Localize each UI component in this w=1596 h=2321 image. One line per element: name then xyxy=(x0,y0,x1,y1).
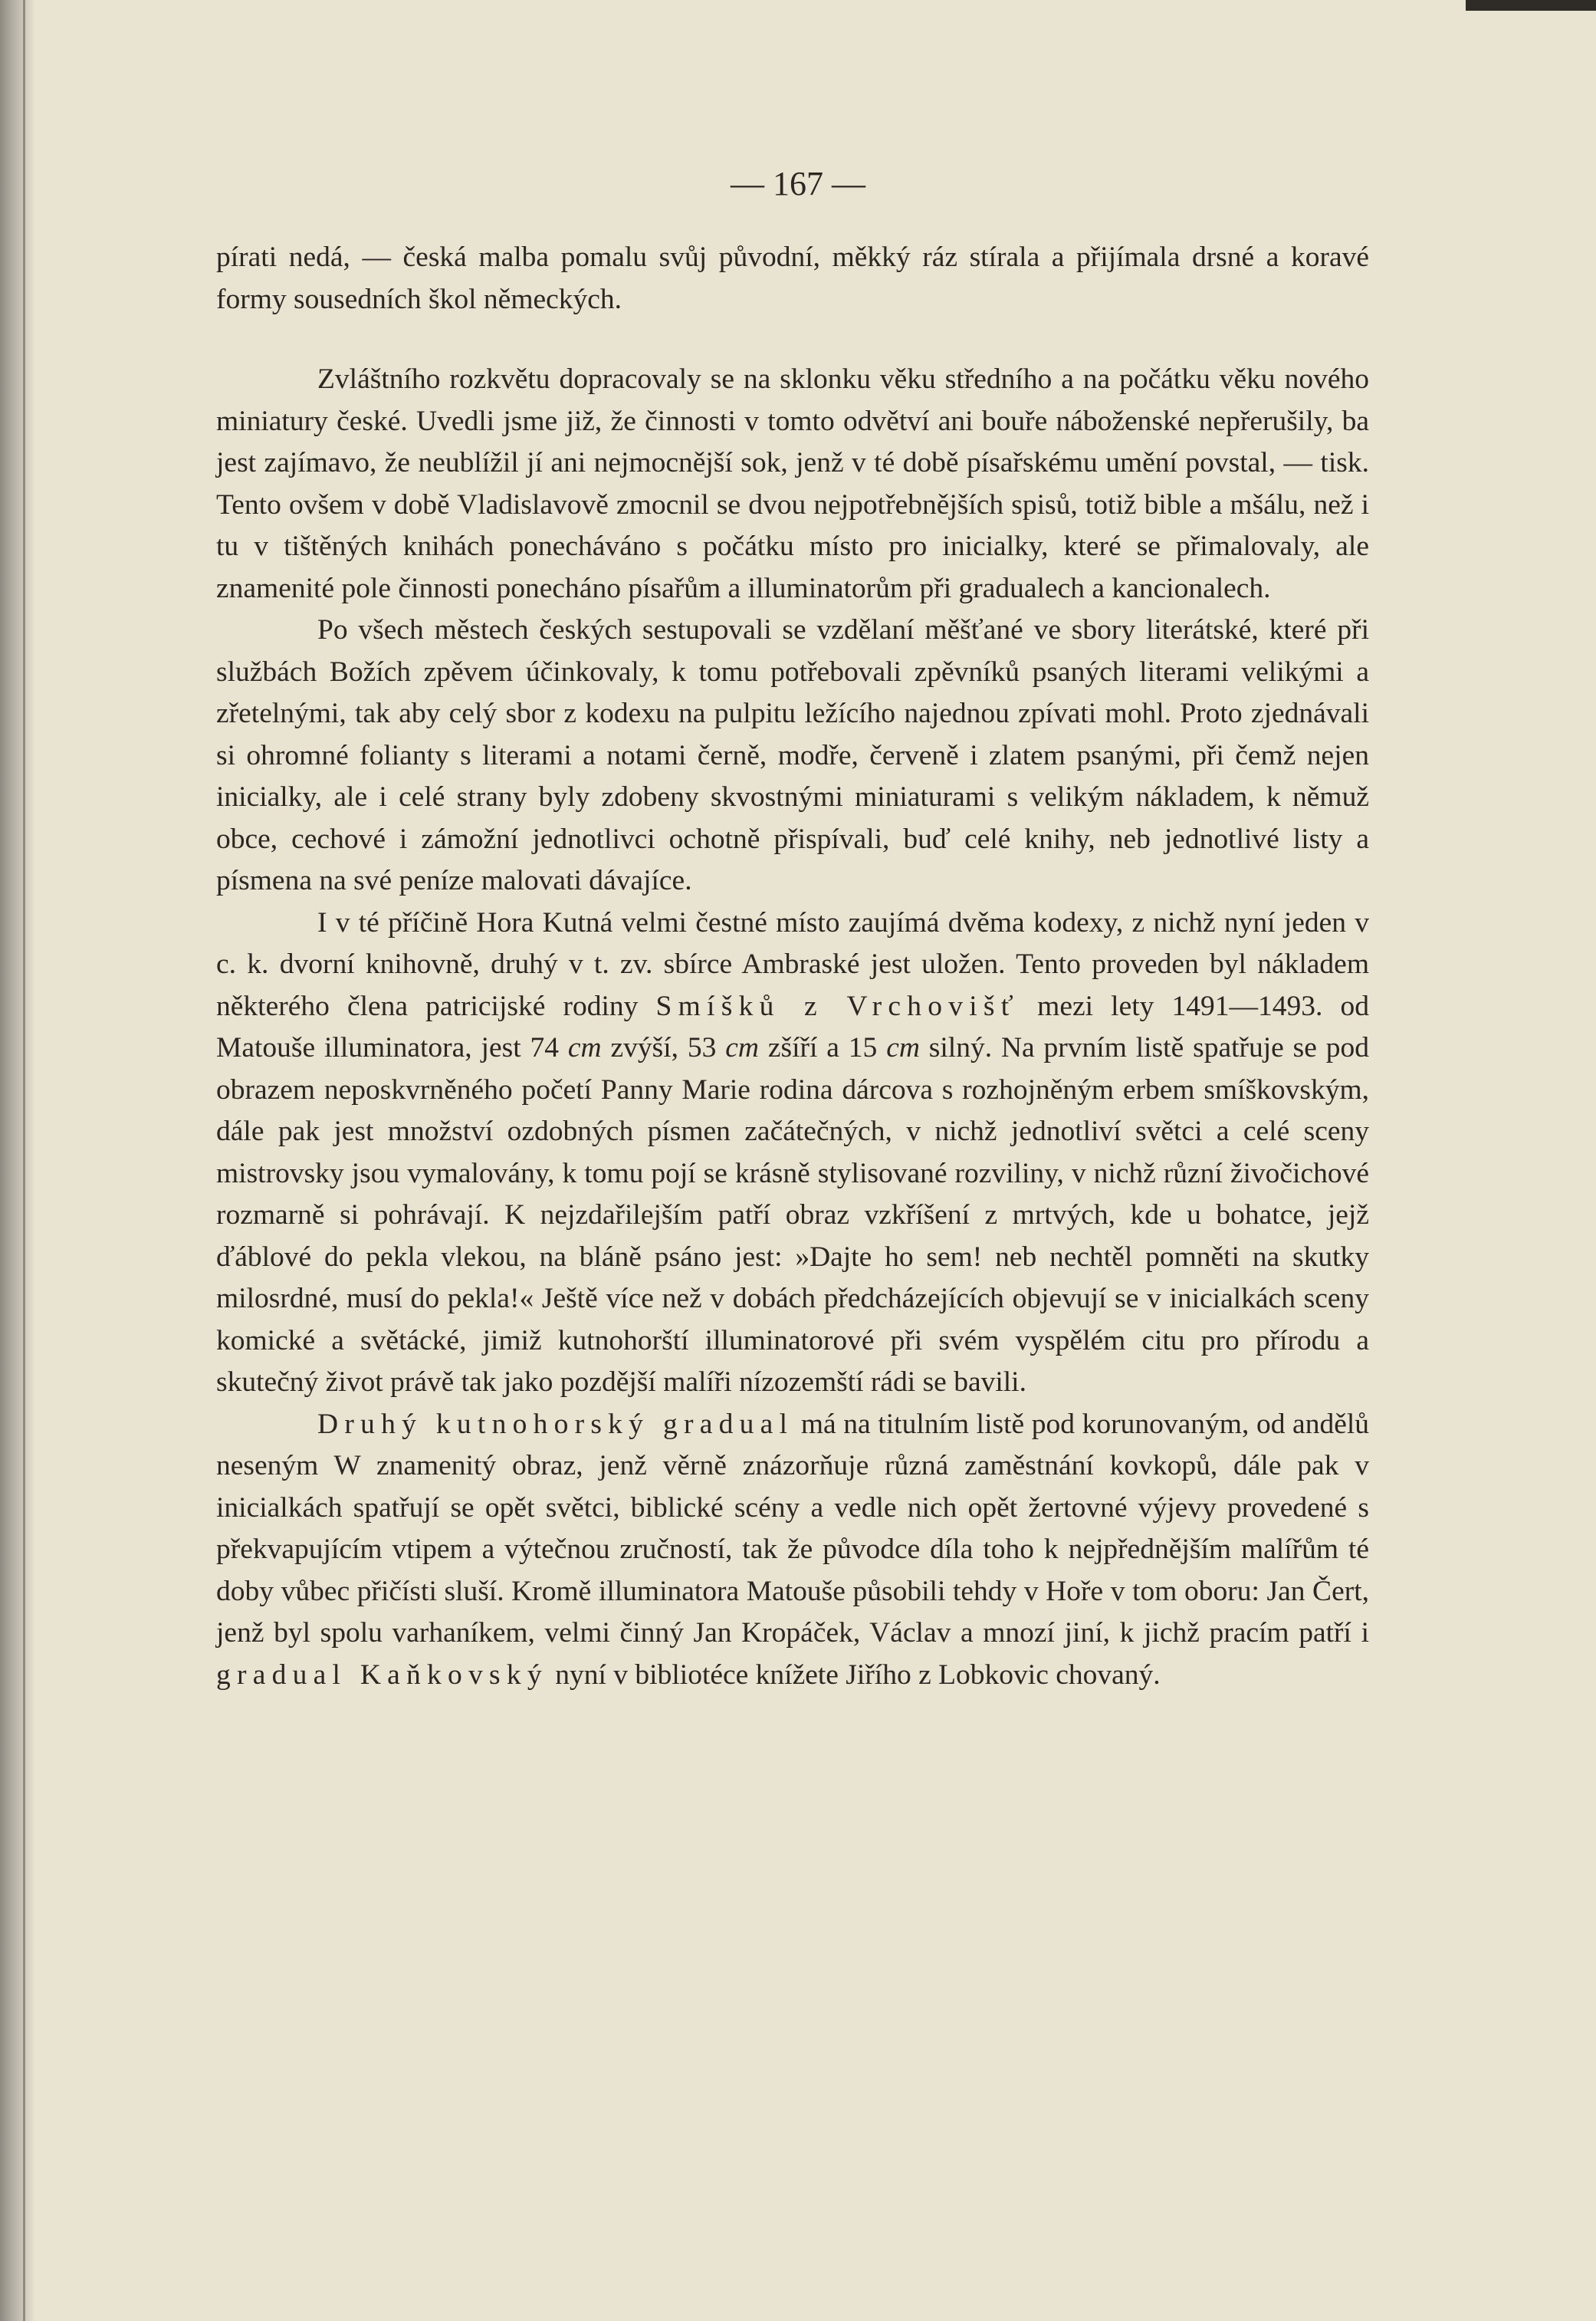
unit-cm-3: cm xyxy=(886,1032,920,1064)
family-name-emphasis: Smíšků z Vrchovišť xyxy=(655,990,1020,1022)
paragraph-4-text-c: zvýší, 53 xyxy=(610,1032,717,1064)
paragraph-4-text-a: I v té příčině Hora Kutná velmi čestné místo zaujímá dvěma kodexy, z nichž nyní jeden v c. k. dvorní knihovně, druhý v t. zv. sbírce Ambraské jest uložen. Tento proveden byl nákladem některého člena patricijské rodiny xyxy=(216,906,1369,1022)
paragraph-3: Po všech městech českých sestupovali se vzdělaní měšťané ve sbory literátské, které při službách Božích zpěvem účinkovaly, k tomu potřebovali zpěvníků psaných literami velikými a zřetelnými, tak aby celý sbor z kodexu na pulpitu ležícího najednou zpívati mohl. Proto zjednávali si ohromné folianty s literami a notami černě, modře, červeně i zlatem psanými, při čemž nejen inicialky, ale i celé strany byly zdobeny skvostnými miniaturami s velikým nákladem, k němuž obce, cechové i zámožní jednotlivci ochotně přispívali, buď celé knihy, neb jednotlivé listy a písmena na své peníze malovati dávajíce. xyxy=(216,614,1369,896)
book-spine-shadow xyxy=(0,0,35,2321)
gradual-title-emphasis: Druhý kutnohorský gradual xyxy=(317,1408,794,1440)
paragraph-5-text-a: má na titulním listě pod korunovaným, od andělů neseným W znamenitý obraz, jenž věrně znázorňuje různá zaměstnání kovkopů, dále pak v inicialkách spatřují se opět světci, biblické scény a vedle nich opět žertovné výjevy provedené s překvapujícím vtipem a výtečnou zručností, tak že původce díla toho k nejpřednějším malířům té doby vůbec přičísti sluší. Kromě illuminatora Matouše působili tehdy v Hoře v tom oboru: Jan Čert, jenž byl spolu varhaníkem, velmi činný Jan Kropáček, Václav a mnozí jiní, k jichž pracím patří i xyxy=(216,1408,1370,1649)
paragraph-4 xyxy=(216,902,1369,1404)
binding-line xyxy=(23,0,25,2321)
paragraph-2: Zvláštního rozkvětu dopracovaly se na sklonku věku středního a na počátku věku nového miniatury české. Uvedli jsme již, že činnosti v tomto odvětví ani bouře náboženské nepřerušily, ba jest zajímavo, že neublížil jí ani nejmocnější sok, jenž v té době písařskému umění povstal, — tisk. Tento ovšem v době Vladislavově zmocnil se dvou nejpotřebnějších spisů, totiž bible a mšálu, než i tu v tištěných knihách ponecháváno s počátku místo pro inicialky, které se přimalovaly, ale znamenité pole činnosti ponecháno písařům a illuminatorům při gradualech a kancionalech. xyxy=(216,363,1369,604)
paragraph-4-text-d: zšíří a 15 xyxy=(767,1032,878,1064)
paragraph-4-text-e: silný. Na prvním listě spatřuje se pod obrazem neposkvrněného početí Panny Marie rodina dárcova s rozhojněným erbem smíškovským, dále pak jest množství ozdobných písmen začátečných, v nichž jednotliví světci a celé sceny mistrovsky jsou vymalovány, k tomu pojí se krásně stylisované rozviliny, v nichž různí živočichové rozmarně si pohrávají. K nejzdařilejším patří obraz vzkříšení z mrtvých, kde u bohatce, jejž ďáblové do pekla vlekou, na bláně psáno jest: »Dajte ho sem! neb nechtěl pomněti na skutky milosrdné, musí do pekla!« Ještě více než v dobách předcházejících objevují se v inicialkách sceny komické a světácké, jimiž kutnohorští illuminatorové při svém vyspělém citu pro přírodu a skutečný život právě tak jako pozdější malíři nízozemští rádi se bavili. xyxy=(216,1032,1370,1398)
body-text xyxy=(216,237,1369,1696)
paragraph-5 xyxy=(216,1404,1369,1697)
unit-cm-1: cm xyxy=(567,1032,602,1064)
paragraph-5-text-b: nyní v bibliotéce knížete Jiřího z Lobkovic chovaný. xyxy=(555,1659,1161,1691)
gradual-kankovsky-emphasis: gradual Kaňkovský xyxy=(216,1659,548,1691)
paragraph-1: pírati nedá, — česká malba pomalu svůj původní, měkký ráz stírala a přijímala drsné a koravé formy sousedních škol německých. xyxy=(216,242,1369,315)
paragraph-4-text-b: mezi lety 1491—1493. od Matouše illuminatora, jest 74 xyxy=(216,990,1370,1064)
page-edge-mark xyxy=(1466,0,1596,11)
page-number: — 167 — xyxy=(731,165,865,202)
unit-cm-2: cm xyxy=(725,1032,759,1064)
